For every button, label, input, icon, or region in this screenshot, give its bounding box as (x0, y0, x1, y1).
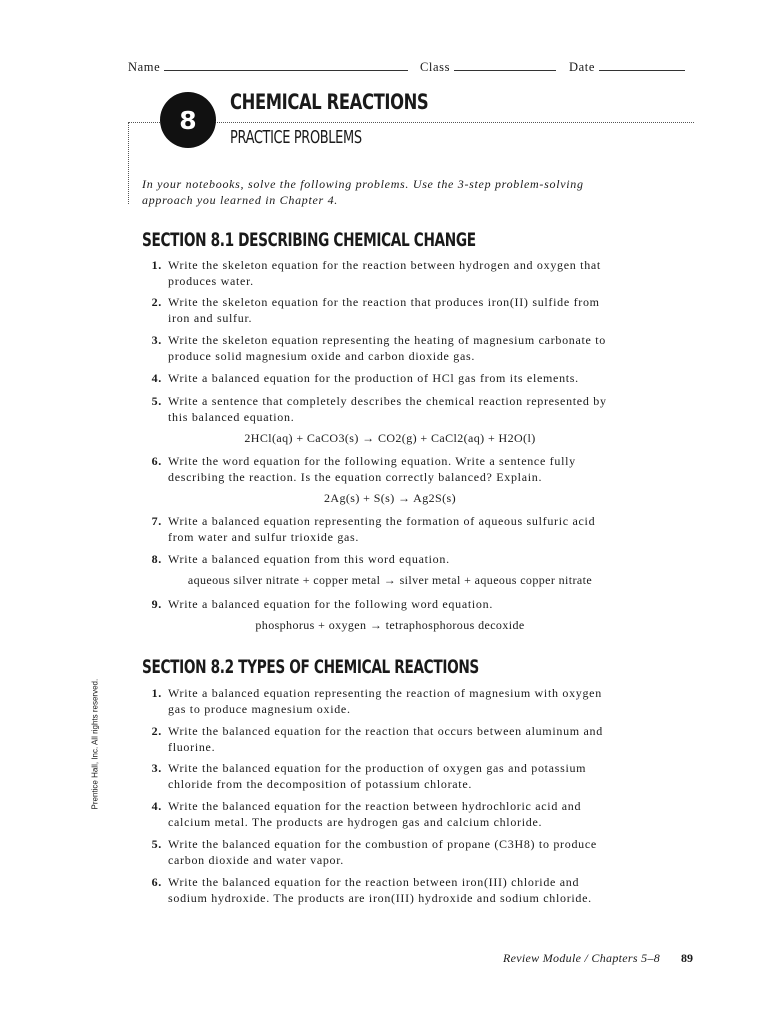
problem-8-1-1 (142, 257, 612, 289)
problem-text: Write the balanced equation for the production of oxygen gas and potassium chloride from the decomposition of potassium chlorate. (168, 761, 587, 791)
problem-8-1-5 (142, 393, 612, 425)
equation-6: 2Ag(s) + S(s) → Ag2S(s) (324, 491, 456, 505)
problem-8-1-7 (142, 513, 612, 545)
problem-8-1-9 (142, 596, 612, 612)
problem-text: Write a sentence that completely describes the chemical reaction represented by this balanced equation. (168, 394, 607, 424)
date-field[interactable] (569, 60, 685, 75)
problem-number: 3. (151, 333, 162, 347)
problem-8-2-5 (142, 836, 612, 868)
problem-text: Write the skeleton equation for the reaction between hydrogen and oxygen that produces water. (168, 258, 601, 288)
problem-text: Write the balanced equation for the reaction between hydrochloric acid and calcium metal. The products are hydrogen gas and calcium chloride. (168, 799, 582, 829)
date-blank[interactable] (599, 61, 685, 71)
section-8-1-heading: SECTION 8.1 DESCRIBING CHEMICAL CHANGE (142, 229, 476, 251)
problem-8-2-6 (142, 874, 612, 906)
problem-number: 2. (151, 724, 162, 738)
class-blank[interactable] (454, 61, 556, 71)
problem-8-1-6 (142, 453, 612, 485)
problem-text: Write a balanced equation from this word equation. (168, 552, 450, 566)
problem-number: 1. (151, 258, 162, 272)
chapter-number-badge: 8 (160, 92, 216, 148)
problem-text: Write the word equation for the following equation. Write a sentence fully describing the reaction. Is the equation correctly balanced? Explain. (168, 454, 576, 484)
class-label: Class (420, 60, 451, 74)
instructions: In your notebooks, solve the following problems. Use the 3-step problem-solving approach you learned in Chapter 4. (142, 177, 584, 207)
problem-8-1-4 (142, 370, 612, 386)
problem-number: 5. (151, 394, 162, 408)
name-blank[interactable] (164, 61, 408, 71)
chapter-subtitle: PRACTICE PROBLEMS (230, 127, 362, 148)
class-field[interactable] (420, 60, 556, 75)
dotted-margin-line (128, 122, 129, 204)
problem-text: Write a balanced equation representing the formation of aqueous sulfuric acid from water and sulfur trioxide gas. (168, 514, 596, 544)
problem-text: Write a balanced equation for the production of HCl gas from its elements. (168, 371, 579, 385)
problem-text: Write the balanced equation for the reaction between iron(III) chloride and sodium hydroxide. The products are iron(III) hydroxide and sodium chloride. (168, 875, 592, 905)
footer-text: Review Module / Chapters 5–8 (503, 951, 661, 965)
problem-8-2-1 (142, 685, 612, 717)
problem-number: 6. (151, 875, 162, 889)
chapter-title: CHEMICAL REACTIONS (230, 90, 429, 114)
problem-number: 8. (151, 552, 162, 566)
problem-number: 3. (151, 761, 162, 775)
problem-number: 7. (151, 514, 162, 528)
problem-number: 9. (151, 597, 162, 611)
problem-8-1-2 (142, 294, 612, 326)
problem-8-1-8 (142, 551, 612, 567)
problem-text: Write a balanced equation for the following word equation. (168, 597, 494, 611)
date-label: Date (569, 60, 595, 74)
name-label: Name (128, 60, 161, 74)
problem-8-1-3 (142, 332, 612, 364)
problem-number: 6. (151, 454, 162, 468)
problem-number: 4. (151, 371, 162, 385)
copyright-side-note: Prentice Hall, Inc. All rights reserved. (90, 678, 100, 810)
problem-text: Write the skeleton equation for the reaction that produces iron(II) sulfide from iron and sulfur. (168, 295, 600, 325)
equation-5: 2HCl(aq) + CaCO3(s) → CO2(g) + CaCl2(aq) + H2O(l) (244, 431, 536, 445)
problem-number: 5. (151, 837, 162, 851)
problem-8-2-2 (142, 723, 612, 755)
problem-text: Write the balanced equation for the reaction that occurs between aluminum and fluorine. (168, 724, 603, 754)
problem-8-2-3 (142, 760, 612, 792)
problem-number: 4. (151, 799, 162, 813)
problem-number: 1. (151, 686, 162, 700)
word-equation-8: aqueous silver nitrate + copper metal → silver metal + aqueous copper nitrate (187, 573, 593, 587)
name-field[interactable] (128, 60, 408, 75)
problem-text: Write a balanced equation representing the reaction of magnesium with oxygen gas to produce magnesium oxide. (168, 686, 602, 716)
section-8-2-heading: SECTION 8.2 TYPES OF CHEMICAL REACTIONS (142, 656, 479, 678)
problem-text: Write the balanced equation for the combustion of propane (C3H8) to produce carbon dioxide and water vapor. (168, 837, 597, 867)
problem-8-2-4 (142, 798, 612, 830)
page-number: 89 (681, 951, 693, 965)
problem-text: Write the skeleton equation representing the heating of magnesium carbonate to produce solid magnesium oxide and carbon dioxide gas. (168, 333, 606, 363)
word-equation-9: phosphorus + oxygen → tetraphosphorous decoxide (255, 618, 525, 632)
problem-number: 2. (151, 295, 162, 309)
